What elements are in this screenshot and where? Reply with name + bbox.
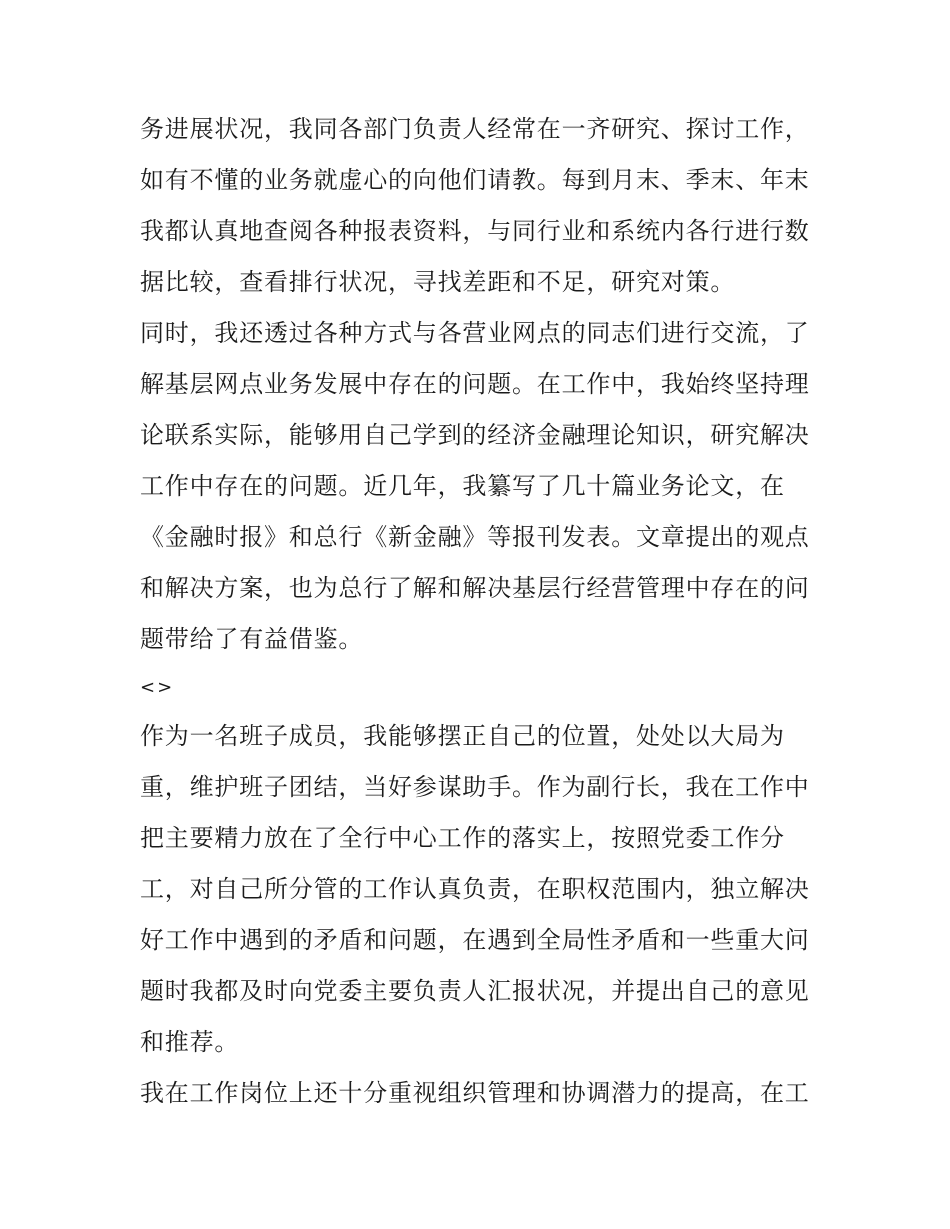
document-body <box>140 104 820 1119</box>
text-line: 和推荐。 <box>140 1028 240 1056</box>
text-line: 论联系实际，能够用自己学到的经济金融理论知识，研究解决 <box>140 421 810 449</box>
text-line: 重，维护班子团结，当好参谋助手。作为副行长，我在工作中 <box>140 773 810 801</box>
text-line: 工，对自己所分管的工作认真负责，在职权范围内，独立解决 <box>140 875 810 903</box>
text-line: 《金融时报》和总行《新金融》等报刊发表。文章提出的观点 <box>140 523 810 551</box>
text-line: 同时，我还透过各种方式与各营业网点的同志们进行交流，了 <box>140 319 810 347</box>
paragraph-2 <box>140 308 820 665</box>
text-line: 好工作中遇到的矛盾和问题，在遇到全局性矛盾和一些重大问 <box>140 926 810 954</box>
text-line: 和解决方案，也为总行了解和解决基层行经营管理中存在的问 <box>140 574 810 602</box>
text-line: 作为一名班子成员，我能够摆正自己的位置，处处以大局为 <box>140 722 785 750</box>
text-line: 据比较，查看排行状况，寻找差距和不足，研究对策。 <box>140 268 736 296</box>
section-marker: <> <box>140 677 175 698</box>
text-line: 解基层网点业务发展中存在的问题。在工作中，我始终坚持理 <box>140 370 810 398</box>
paragraph-1 <box>140 104 820 308</box>
text-line: 把主要精力放在了全行中心工作的落实上，按照党委工作分 <box>140 824 785 852</box>
text-line: 题带给了有益借鉴。 <box>140 625 364 653</box>
text-line: 我在工作岗位上还十分重视组织管理和协调潜力的提高，在工 <box>140 1079 810 1107</box>
text-line: 我都认真地查阅各种报表资料，与同行业和系统内各行进行数 <box>140 217 810 245</box>
text-line: 如有不懂的业务就虚心的向他们请教。每到月末、季末、年末 <box>140 166 810 194</box>
paragraph-3 <box>140 711 820 1068</box>
text-line: 务进展状况，我同各部门负责人经常在一齐研究、探讨工作， <box>140 115 810 143</box>
paragraph-4 <box>140 1068 820 1119</box>
text-line: 工作中存在的问题。近几年，我纂写了几十篇业务论文，在 <box>140 472 785 500</box>
text-line: 题时我都及时向党委主要负责人汇报状况，并提出自己的意见 <box>140 977 810 1005</box>
